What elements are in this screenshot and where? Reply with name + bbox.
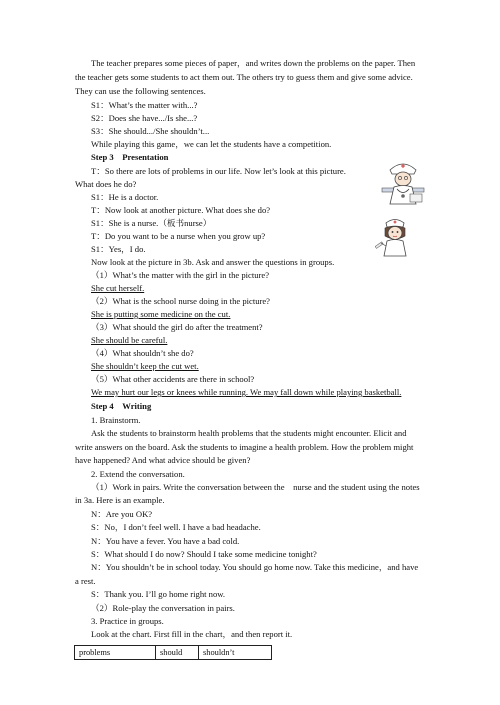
dialogue-line: a rest.: [75, 575, 96, 586]
text-line: S2：Does she have.../Is she...?: [91, 113, 198, 123]
question-line: （4）What shouldn’t she do?: [91, 348, 194, 358]
answer-line: We may hurt our legs or knees while running. We may fall down while playing basketball.: [91, 387, 402, 397]
text-line: T：Do you want to be a nurse when you grow up?: [91, 231, 266, 241]
answer-line: She is putting some medicine on the cut.: [91, 309, 231, 319]
text-line: the teacher gets some students to act them out. The others try to guess them and give some advice.: [75, 72, 413, 82]
text-line: 3. Practice in groups.: [91, 616, 164, 626]
answer-line: She shouldn’t keep the cut wet.: [91, 361, 199, 371]
chart-table: [74, 645, 272, 660]
text-line: have happened? And what advice should be given?: [75, 455, 251, 466]
dialogue-line: S：Thank you. I’ll go home right now.: [91, 589, 226, 600]
text-line: They can use the following sentences.: [75, 86, 206, 96]
text-line: 1. Brainstorm.: [91, 415, 141, 425]
text-line: S3：She should.../She shouldn’t...: [91, 126, 210, 136]
text-line: S1：She is a nurse.（板书nurse）: [91, 218, 212, 228]
text-line: While playing this game，we can let the students have a competition.: [91, 139, 332, 149]
answer-line: She should be careful.: [91, 335, 168, 345]
doctor-illustration: [380, 160, 426, 208]
text-line: What does he do?: [75, 179, 137, 189]
text-line: （1）Work in pairs. Write the conversation between the nurse and the student using the notes: [91, 482, 420, 492]
table-header-should: should: [156, 645, 199, 659]
text-line: 2. Extend the conversation.: [91, 468, 185, 479]
question-line: （1）What’s the matter with the girl in the picture?: [91, 270, 270, 280]
text-line: S1：What’s the matter with...?: [91, 100, 198, 110]
dialogue-line: S：What should I do now? Should I take some medicine tonight?: [91, 549, 317, 559]
answer-line: She cut herself.: [91, 283, 145, 293]
question-line: （3）What should the girl do after the treatment?: [91, 322, 263, 332]
table-row: [75, 645, 272, 659]
table-header-problems: problems: [75, 645, 156, 659]
text-line: （2）Role-play the conversation in pairs.: [91, 602, 235, 613]
text-line: Now look at the picture in 3b. Ask and answer the questions in groups.: [91, 257, 335, 267]
text-line: T：Now look at another picture. What does she do?: [91, 205, 271, 215]
text-line: Look at the chart. First fill in the chart，and then report it.: [91, 629, 293, 640]
section-heading: Step 4 Writing: [91, 401, 152, 411]
dialogue-line: N：Are you OK?: [91, 508, 153, 519]
text-line: S1：He is a doctor.: [91, 192, 159, 202]
nurse-illustration: [375, 214, 415, 258]
dialogue-line: N：You shouldn’t be in school today. You should go home now. Take this medicine，and have: [91, 562, 419, 573]
dialogue-line: S：No，I don’t feel well. I have a bad headache.: [91, 522, 261, 533]
question-line: （2）What is the school nurse doing in the picture?: [91, 296, 270, 306]
question-line: （5）What other accidents are there in school?: [91, 374, 255, 384]
text-line: T：So there are lots of problems in our life. Now let’s look at this picture.: [91, 166, 346, 176]
dialogue-line: N：You have a fever. You have a bad cold.: [91, 535, 240, 546]
table-header-shouldnt: shouldn’t: [199, 645, 272, 659]
section-heading: Step 3 Presentation: [91, 152, 169, 162]
text-line: The teacher prepares some pieces of paper，and writes down the problems on the paper. Then: [91, 58, 416, 68]
text-line: Ask the students to brainstorm health problems that the students might encounter. Elicit and: [91, 428, 407, 439]
text-line: S1：Yes，I do.: [91, 244, 146, 254]
text-line: write answers on the board. Ask the students to imagine a health problem. How the problem might: [75, 441, 414, 452]
text-line: in 3a. Here is an example.: [75, 495, 165, 506]
